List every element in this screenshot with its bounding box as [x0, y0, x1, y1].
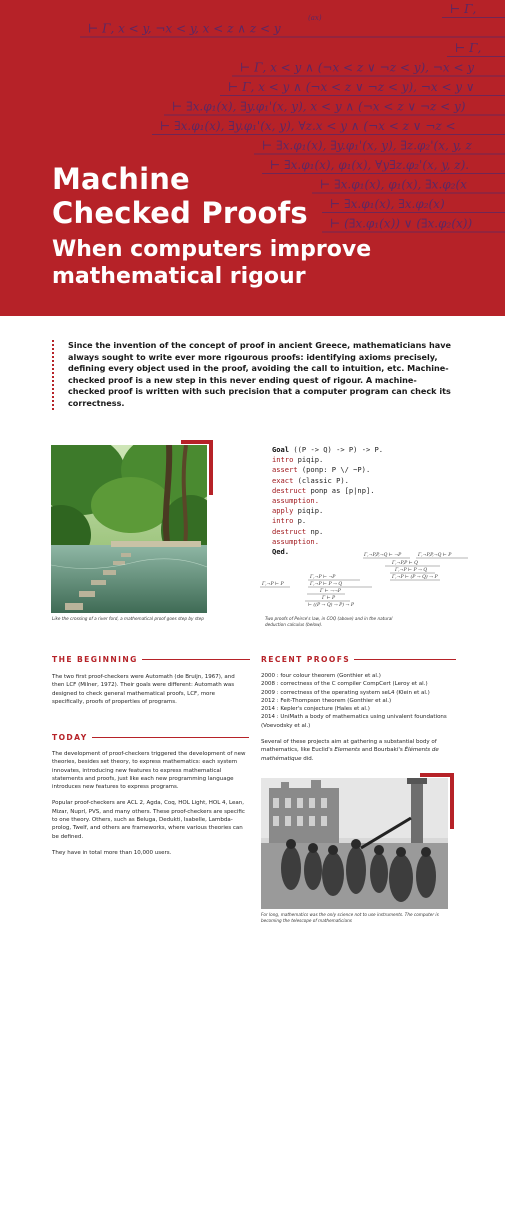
sequent-label: Γ,¬P ⊢ ¬P: [310, 575, 336, 580]
coq-proof-code: [272, 445, 383, 557]
heading-text: RECENT PROOFS: [261, 655, 351, 664]
formula-line: ⊢ Γ,: [450, 2, 477, 16]
code-line: assumption.: [272, 496, 319, 506]
list-item: 2012 : Feit-Thompson theorem (Gonthier et al.): [261, 697, 392, 704]
sequent-label: ⊢ ((P → Q) → P) → P: [308, 603, 354, 608]
code-line: apply piqip.: [272, 506, 324, 516]
today-paragraph-2: Popular proof-checkers are ACL 2, Agda, Coq, HOL Light, HOL 4, Lean, Mizar, Nuprl, PVS, and many others. These proof-checkers are specific to one theory. Others, such as Beluga, Dedukti, Isabelle, Lambda-prolog, Twelf, and others are frameworks, where various theories can be defined.: [52, 800, 245, 840]
rule-tag: (ax): [308, 14, 322, 22]
river-ford-photo-icon: [51, 445, 207, 613]
sequent-label: Γ ⊢ P: [322, 596, 336, 601]
header-banner: [0, 0, 505, 316]
sequent-label: Γ,¬P,P ⊢ Q: [392, 561, 418, 566]
sequent-label: Γ,¬P ⊢ (P → Q) → P: [392, 575, 438, 580]
formula-line: ⊢ Γ, x < y, ¬x < y, x < z ∧ z < y: [88, 21, 281, 36]
galileo-telescope-engraving-icon: [261, 778, 448, 909]
today-paragraph-3: They have in total more than 10,000 users.: [52, 849, 172, 856]
intro-block: [52, 340, 452, 410]
engraving-caption: For long, mathematics was the only science not to use instruments. The computer is becoming the telescope of mathematicians: [261, 912, 439, 923]
code-line: intro p.: [272, 516, 307, 526]
recent-summary: Several of these projects aim at gathering a substantial body of mathematics, like Euclid's Elements and Bourbaki's Éléments de mathématique did.: [261, 739, 439, 762]
recent-proofs-list: [261, 672, 461, 763]
sequent-label: Γ,¬P,P,¬Q ⊢ ¬P: [364, 553, 402, 558]
code-line: Qed.: [272, 547, 290, 557]
formula-line: ⊢ Γ, x < y ∧ (¬x < z ∨ ¬z < y), ¬x < y ∨: [228, 80, 475, 94]
formula-line: ⊢ ∃x.φ₁(x), φ₁(x), ∀y∃z.φ₂'(x, y, z).: [270, 158, 470, 172]
code-line: intro piqip.: [272, 455, 324, 465]
today-paragraph-1: The development of proof-checkers triggered the development of new theories, besides set theory, to express mathematics: each system innovates, introducing new features to express mathematical statements and proofs, just like each new programming language introduces new features to express programs.: [52, 751, 246, 791]
poster-title: Machine Checked Proofs: [52, 162, 308, 230]
formula-line: ⊢ ∃x.φ₁(x), φ₁(x), ∃x.φ₂(x: [320, 177, 467, 192]
heading-rule: [142, 659, 250, 660]
photo-caption: Like the crossing of a river ford, a mathematical proof goes step by step: [52, 616, 204, 621]
list-item: 2014 : Kepler's conjecture (Hales et al.): [261, 706, 370, 713]
code-line: destruct ponp as [p|np].: [272, 485, 375, 495]
heading-text: THE BEGINNING: [52, 655, 138, 664]
list-item: 2014 : UniMath a body of mathematics using univalent foundations (Voevodsky et al.): [261, 714, 447, 729]
poster-subtitle: When computers improve mathematical rigour: [52, 237, 372, 289]
formula-line: ⊢ Γ,: [455, 41, 482, 55]
sequent-label: Γ,¬P ⊢ P: [262, 582, 284, 587]
sequent-label: Γ ⊢ ¬¬P: [320, 589, 341, 594]
list-item: 2008 : correctness of the C compiler CompCert (Leroy et al.): [261, 681, 428, 688]
sequent-label: Γ,¬P,P,¬Q ⊢ P: [418, 553, 452, 558]
formula-line: ⊢ ∃x.φ₁(x), ∃y.φ₁'(x, y), ∀z.x < y ∧ (¬x < z ∨ ¬z <: [160, 119, 456, 133]
beginning-text: [52, 673, 242, 706]
intro-text: Since the invention of the concept of proof in ancient Greece, mathematicians have always sought to write ever more rigourous proofs: identifying axioms precisely, defining every object used in the proof, avoiding the call to intuition, etc. Machine-checked proof is a new step in this never ending quest of rigour. A machine-checked proof is written with such precision that a computer program can check its correctness.: [68, 340, 451, 408]
formula-line: ⊢ (∃x.φ₁(x)) ∨ (∃x.φ₂(x)): [330, 216, 473, 231]
sequent-label: Γ,¬P ⊢ P → Q: [310, 582, 343, 587]
beginning-paragraph: The two first proof-checkers were Automath (de Bruijn, 1967), and then LCF (Milner, 1972). Their goals were different: Automath was designed to check general mathematical proofs, LCF, more specifically, proofs of properties of programs.: [52, 674, 235, 705]
tree-caption: Two proofs of Peirce's law, in COQ (above) and in the natural deduction calculus (below).: [265, 616, 393, 627]
formula-line: ⊢ ∃x.φ₁(x), ∃x.φ₂(x): [330, 197, 445, 211]
code-line: exact (classic P).: [272, 475, 349, 485]
today-text: [52, 750, 246, 857]
sequent-label: Γ,¬P ⊢ P → Q: [395, 568, 428, 573]
list-item: 2009 : correctness of the operating system seL4 (Klein et al.): [261, 689, 430, 696]
formula-line: ⊢ ∃x.φ₁(x), ∃y.φ₁'(x, y), ∃z.φ₂'(x, y, z: [262, 138, 472, 153]
code-line: assumption.: [272, 536, 319, 546]
natural-deduction-tree: [260, 550, 475, 612]
section-heading-recent: [261, 655, 456, 664]
heading-text: TODAY: [52, 733, 88, 742]
code-line: Goal ((P -> Q) -> P) -> P.: [272, 445, 384, 454]
heading-rule: [92, 737, 249, 738]
section-heading-today: [52, 733, 249, 742]
list-item: 2000 : four colour theorem (Gonthier et al.): [261, 673, 381, 679]
code-line: destruct np.: [272, 526, 324, 536]
formula-line: ⊢ Γ, x < y ∧ (¬x < z ∨ ¬z < y), ¬x < y: [240, 60, 475, 75]
heading-rule: [354, 659, 456, 660]
formula-line: ⊢ ∃x.φ₁(x), ∃y.φ₁'(x, y), x < y ∧ (¬x < z ∨ ¬z < y): [172, 99, 466, 114]
section-heading-beginning: [52, 655, 250, 664]
code-line: assert (ponp: P \/ ~P).: [272, 465, 371, 475]
